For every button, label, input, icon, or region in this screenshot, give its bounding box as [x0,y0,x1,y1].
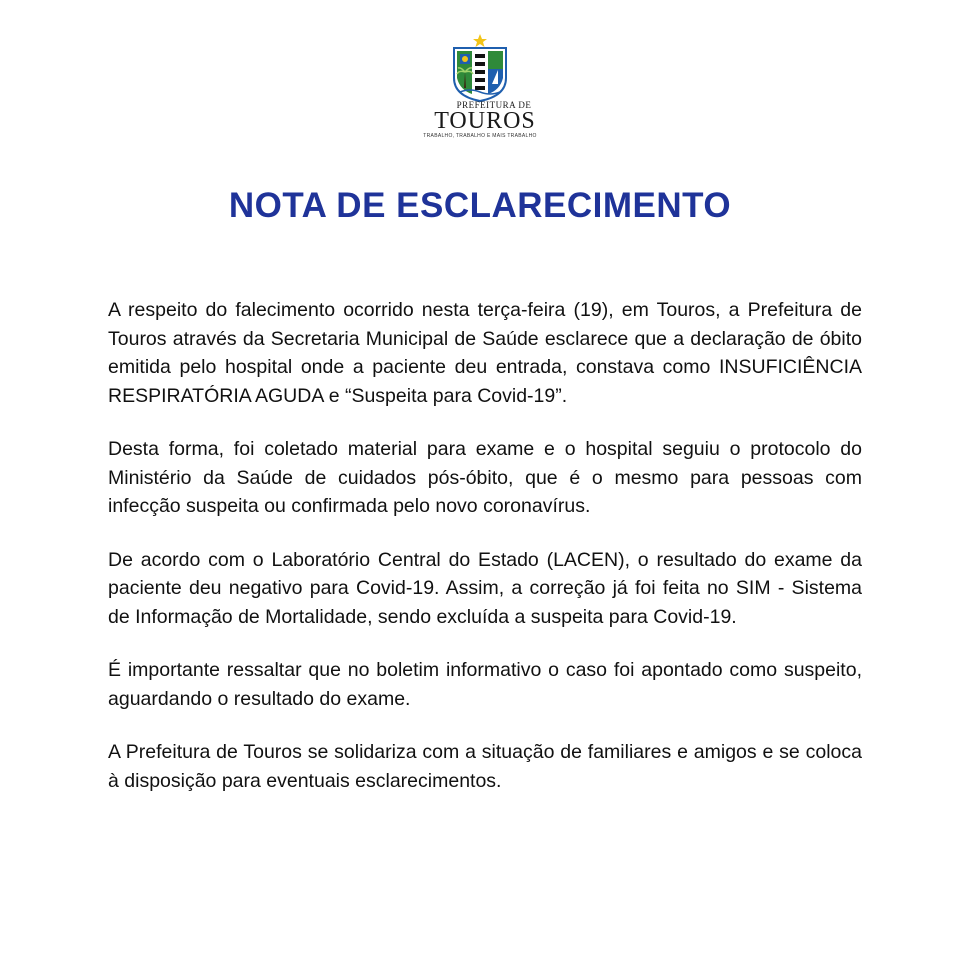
paragraph-1: A respeito do falecimento ocorrido nesta terça-feira (19), em Touros, a Prefeitura de Touros através da Secretaria Municipal de Saúde esclarece que a declaração de óbito emitida pelo hospital onde a paciente deu entrada, constava como INSUFICIÊNCIA RESPIRATÓRIA AGUDA e “Suspeita para Covid-19”. [108,299,862,407]
paragraph-3: De acordo com o Laboratório Central do Estado (LACEN), o resultado do exame da paciente deu negativo para Covid-19. Assim, a correção já foi feita no SIM - Sistema de Informação de Mortalidade, sendo excluída a suspeita para Covid-19. [108,548,862,628]
logo-motto: TRABALHO, TRABALHO E MAIS TRABALHO [423,133,537,139]
paragraph-2: Desta forma, foi coletado material para exame e o hospital seguiu o protocolo do Ministério da Saúde de cuidados pós-óbito, que é o mesmo para pessoas com infecção suspeita ou confirmada pelo novo coronavírus. [108,438,862,517]
paragraph-4: É importante ressaltar que no boletim informativo o caso foi apontado como suspeito, aguardando o resultado do exame. [108,659,862,710]
touros-coat-of-arms-icon [448,34,512,102]
body-text [108,296,862,795]
prefeitura-logo [0,34,960,139]
page-title: NOTA DE ESCLARECIMENTO [228,186,732,225]
logo-caption-big: TOUROS [434,108,536,134]
logo-caption-small: PREFEITURA DE [456,100,532,110]
paragraph-5: A Prefeitura de Touros se solidariza com a situação de familiares e amigos e se coloca à disposição para eventuais esclarecimentos. [108,741,862,792]
